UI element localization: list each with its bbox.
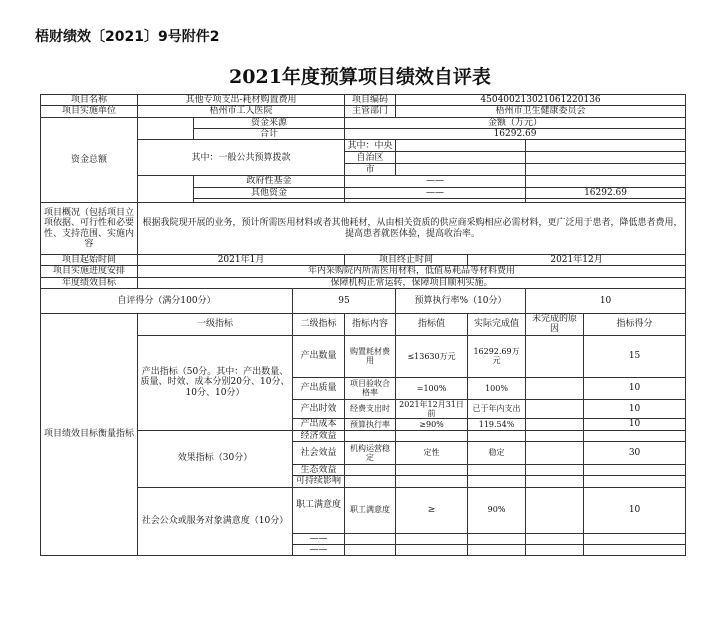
- content-cell: 预算执行率: [345, 419, 396, 430]
- level2-cell: 经济效益: [293, 430, 345, 441]
- project-code: 450400213021061220136: [396, 95, 686, 106]
- header-reason: 未完成的原因: [526, 314, 584, 336]
- label-general-budget: 其中：一般公共预算拨款: [138, 140, 345, 176]
- label-fund-amount: 金额（万元）: [345, 117, 686, 128]
- label-progress: 项目实施进度安排: [41, 266, 138, 277]
- actual-cell: 16292.69万元: [468, 335, 526, 377]
- reason-cell: [526, 377, 584, 399]
- header-content: 指标内容: [345, 314, 396, 336]
- fund-total: 16292.69: [345, 129, 686, 140]
- label-start-time: 项目起始时间: [41, 255, 138, 266]
- level2-cell: 产出时效: [293, 399, 345, 418]
- content-cell: 职工满意度: [345, 487, 396, 533]
- label-project-code: 项目编码: [345, 95, 396, 106]
- level2-cell: 产出成本: [293, 419, 345, 430]
- label-overview: 项目概况（包括项目立项依据、可行性和必要性、支持范围、实施内容: [41, 203, 138, 255]
- progress-plan: 年内采购院内所需医用材料，低值易耗品等材料费用: [138, 266, 686, 277]
- header-value: 指标值: [396, 314, 468, 336]
- header-level2: 二级指标: [293, 314, 345, 336]
- label-annual-goal: 年度绩效目标: [41, 277, 138, 288]
- project-name: 其他专项支出-耗材购置费用: [138, 95, 345, 106]
- actual-cell: 119.54%: [468, 419, 526, 430]
- level2-cell: ——: [293, 544, 345, 555]
- level2-cell: ——: [293, 533, 345, 544]
- start-time: 2021年1月: [138, 255, 345, 266]
- other-fund-dash: ——: [345, 187, 526, 198]
- content-cell: 项目验收合格率: [345, 377, 396, 399]
- score-cell: 10: [584, 399, 686, 418]
- value-cell: =100%: [396, 377, 468, 399]
- annual-goal: 保障机构正常运转，保障项目顺利实施。: [138, 277, 686, 288]
- actual-cell: 90%: [468, 487, 526, 533]
- self-score: 95: [293, 289, 396, 314]
- actual-cell: 100%: [468, 377, 526, 399]
- output-indicator: 产出指标（50分。其中：产出数量、质量、时效、成本分别20分、10分、10分、10分）: [138, 335, 293, 430]
- actual-cell: 已于年内支出: [468, 399, 526, 418]
- value-cell: ≥: [396, 487, 468, 533]
- label-fund-source: 资金来源: [194, 117, 345, 128]
- reason-cell: [526, 399, 584, 418]
- level2-cell: 职工满意度: [293, 487, 345, 533]
- level2-cell: 社会效益: [293, 441, 345, 464]
- label-end-time: 项目终止时间: [345, 255, 468, 266]
- label-project-name: 项目名称: [41, 95, 138, 106]
- value-cell: 定性: [396, 441, 468, 464]
- actual-cell: 稳定: [468, 441, 526, 464]
- reason-cell: [526, 419, 584, 430]
- label-city: 市: [345, 164, 396, 176]
- label-autonomous: 自治区: [345, 152, 396, 164]
- label-impl-unit: 项目实施单位: [41, 106, 138, 117]
- value-cell: ≤13630万元: [396, 335, 468, 377]
- reason-cell: [526, 487, 584, 533]
- project-overview: 根据我院现开展的业务，预计所需医用材料或者其他耗材，从由相关资质的供应商采购相应必需材料，更广泛用于患者，降低患者费用，提高患者就医体验，提高收治率。: [138, 203, 686, 255]
- header-level1: 一级指标: [138, 314, 293, 336]
- level2-cell: 产出质量: [293, 377, 345, 399]
- supervisor: 梧州市卫生健康委员会: [396, 106, 686, 117]
- label-funds: 资金总额: [41, 117, 138, 202]
- header-score: 指标得分: [584, 314, 686, 336]
- level2-cell: 产出数量: [293, 335, 345, 377]
- gov-fund-value: ——: [345, 176, 526, 187]
- label-supervisor: 主管部门: [345, 106, 396, 117]
- label-self-score: 自评得分（满分100分）: [41, 289, 293, 314]
- reason-cell: [526, 441, 584, 464]
- reason-cell: [526, 335, 584, 377]
- score-cell: 30: [584, 441, 686, 464]
- score-cell: 10: [584, 487, 686, 533]
- content-cell: 机构运营稳定: [345, 441, 396, 464]
- level2-cell: 可持续影响: [293, 476, 345, 487]
- label-central: 其中：中央: [345, 140, 396, 152]
- header-actual: 实际完成值: [468, 314, 526, 336]
- label-exec-rate: 预算执行率%（10分）: [396, 289, 526, 314]
- label-indicators-section: 项目绩效目标衡量指标: [41, 314, 138, 556]
- value-cell: 2021年12月31日前: [396, 399, 468, 418]
- value-cell: ≥90%: [396, 419, 468, 430]
- score-cell: 10: [584, 419, 686, 430]
- exec-rate-score: 10: [526, 289, 686, 314]
- label-gov-fund: 政府性基金: [194, 176, 345, 187]
- end-time: 2021年12月: [468, 255, 686, 266]
- document-number: 梧财绩效〔2021〕9号附件2: [35, 29, 220, 45]
- impl-unit: 梧州市工人医院: [138, 106, 345, 117]
- satisfaction-indicator: 社会公众或服务对象满意度（10分）: [138, 487, 293, 556]
- other-fund-value: 16292.69: [526, 187, 686, 198]
- score-cell: 10: [584, 377, 686, 399]
- effect-indicator: 效果指标（30分）: [138, 430, 293, 487]
- label-fund-total: 合计: [194, 129, 345, 140]
- level2-cell: 生态效益: [293, 464, 345, 475]
- form-title: 2021年度预算项目绩效自评表: [229, 66, 491, 88]
- self-evaluation-table: [40, 94, 686, 556]
- label-other-fund: 其他资金: [194, 187, 345, 198]
- score-cell: 15: [584, 335, 686, 377]
- content-cell: 经费支出时: [345, 399, 396, 418]
- content-cell: 购置耗材费用: [345, 335, 396, 377]
